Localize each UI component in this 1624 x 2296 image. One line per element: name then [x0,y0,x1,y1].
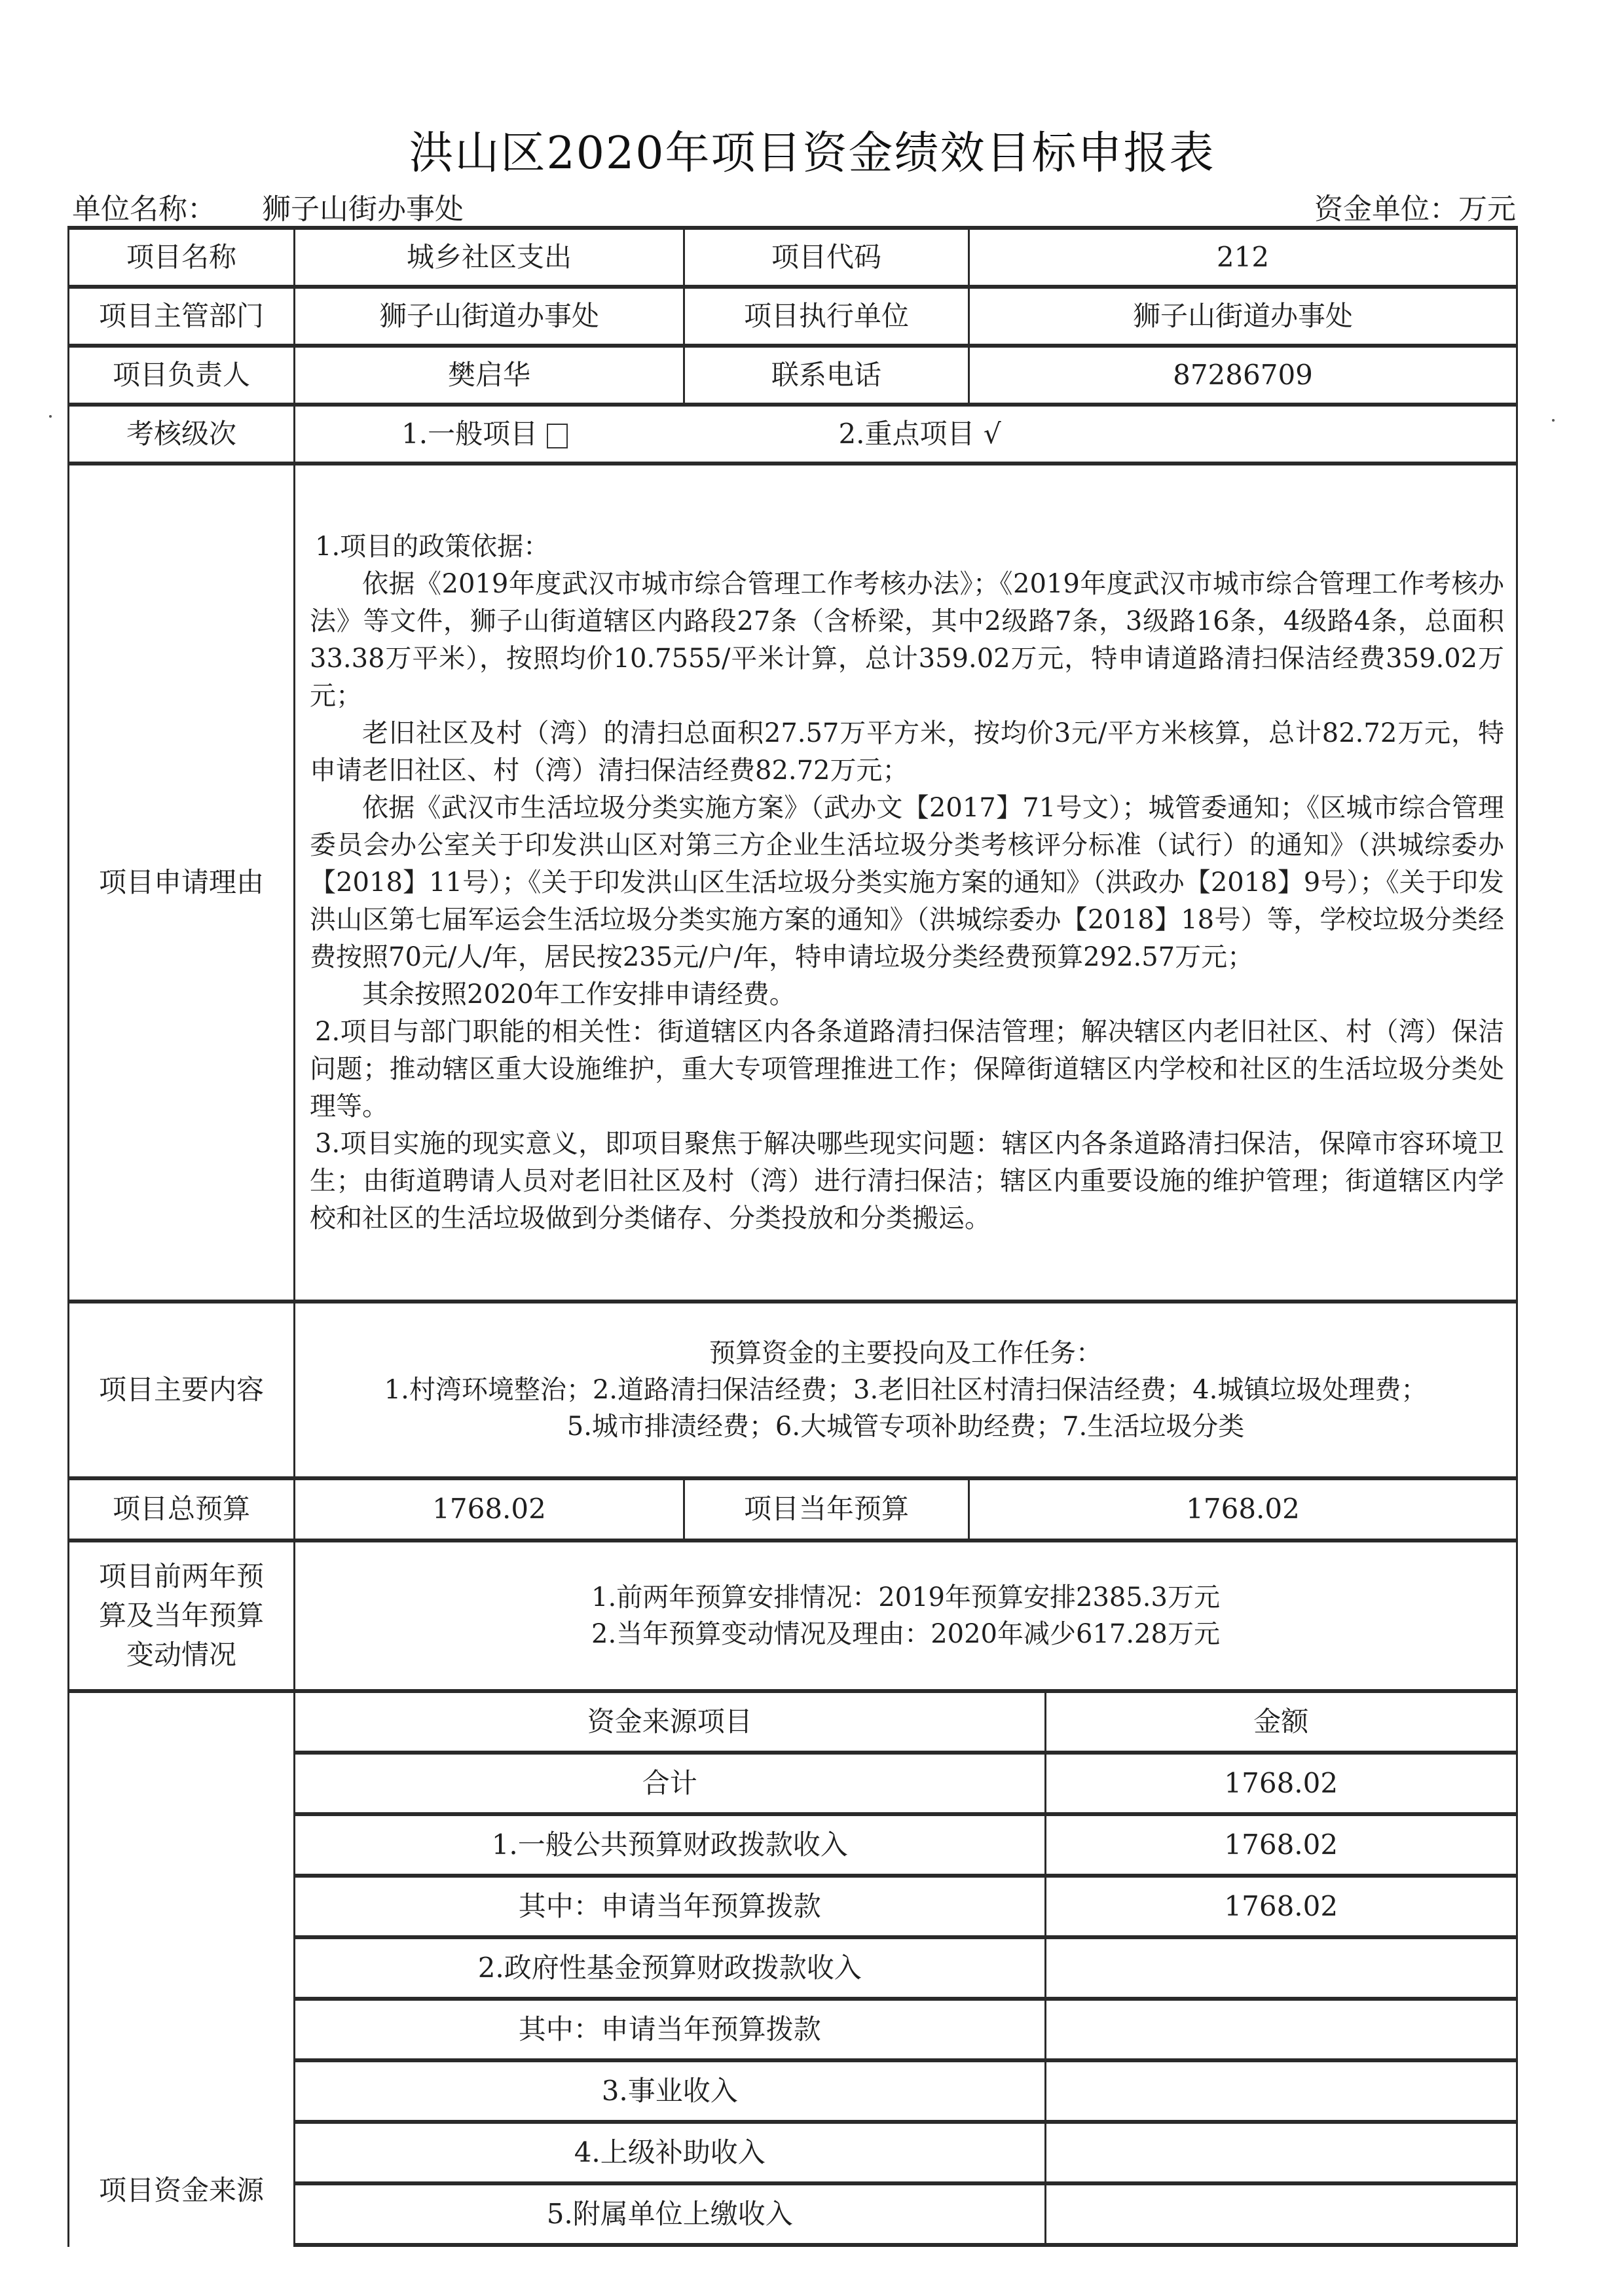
fund-unit: 资金单位：万元 [1314,192,1516,226]
exec-unit-value: 狮子山街道办事处 [969,287,1517,346]
funding-item: 其中：申请当年预算拨款 [295,1999,1045,2060]
level-option-general[interactable] [401,417,568,452]
row-project-name [69,228,1517,287]
funding-col-item: 资金来源项目 [295,1693,1045,1753]
row-leader [69,346,1517,405]
leader-label: 项目负责人 [69,346,295,405]
budget-change-label-line: 算及当年预算 [98,1599,264,1631]
performance-form-table [67,226,1518,2247]
reason-paragraph: 依据《武汉市生活垃圾分类实施方案》（武办文【2017】71号文）；城管委通知；《区城市综合管理委员会办公室关于印发洪山区对第三方企业生活垃圾分类考核评分标准（试行）的通知》（洪城综委办【2018】11号）；《关于印发洪山区生活垃圾分类实施方案的通知》（洪政办【2018】9号）；《关于印发洪山区第七届军运会生活垃圾分类实施方案的通知》（洪城综委办【2018】18号）等，学校垃圾分类经费按照70元/人/年，居民按235元/户/年，特申请垃圾分类经费预算292.57万元； [310,792,1504,972]
scan-speck [49,415,52,418]
unit-name-label: 单位名称： [72,192,216,226]
funding-row [295,2060,1516,2122]
funding-item: 4.上级补助收入 [295,2122,1045,2183]
funding-item: 其中：申请当年预算拨款 [295,1876,1045,1937]
current-budget-label: 项目当年预算 [684,1478,969,1540]
main-content-line: 5.城市排渍经费；6.大城管专项补助经费；7.生活垃圾分类 [566,1412,1245,1442]
funding-row [295,1999,1516,2060]
project-code-label: 项目代码 [684,228,969,287]
main-content-heading: 预算资金的主要投向及工作任务： [709,1338,1102,1368]
total-budget-label: 项目总预算 [69,1478,295,1540]
reason-label: 项目申请理由 [69,464,295,1302]
reason-paragraph: 老旧社区及村（湾）的清扫总面积27.57万平方米，按均价3元/平方米核算，总计82.72万元，特申请老旧社区、村（湾）清扫保洁经费82.72万元； [310,718,1504,786]
level-options [295,405,1517,464]
unit-name-value: 狮子山街办事处 [262,192,464,226]
main-content-label: 项目主要内容 [69,1302,295,1478]
main-content-line: 1.村湾环境整治；2.道路清扫保洁经费；3.老旧社区村清扫保洁经费；4.城镇垃圾处理费； [384,1375,1428,1405]
funding-amount [1045,1937,1516,1999]
row-budget [69,1478,1517,1540]
funding-item: 1.一般公共预算财政拨款收入 [295,1814,1045,1876]
funding-row [295,1876,1516,1937]
funding-source-table-cell [295,1691,1517,2247]
total-budget-value: 1768.02 [295,1478,684,1540]
funding-amount [1045,1999,1516,2060]
reason-paragraph: 依据《2019年度武汉市城市综合管理工作考核办法》；《2019年度武汉市城市综合管理工作考核办法》等文件，狮子山街道辖区内路段27条（含桥梁，其中2级路7条，3级路16条，4级路4条，总面积33.38万平米），按照均价10.7555/平米计算，总计359.02万元，特申请道路清扫保洁经费359.02万元； [310,568,1504,711]
reason-paragraph: 3.项目实施的现实意义，即项目聚焦于解决哪些现实问题：辖区内各条道路清扫保洁，保障市容环境卫生；由街道聘请人员对老旧社区及村（湾）进行清扫保洁；辖区内重要设施的维护管理；街道辖区内学校和社区的生活垃圾做到分类储存、分类投放和分类搬运。 [310,1128,1504,1233]
budget-change-line: 1.前两年预算安排情况：2019年预算安排2385.3万元 [591,1582,1220,1613]
funding-item: 合计 [295,1753,1045,1814]
leader-value: 樊启华 [295,346,684,405]
funding-item: 3.事业收入 [295,2060,1045,2122]
reason-paragraph: 2.项目与部门职能的相关性：街道辖区内各条道路清扫保洁管理；解决辖区内老旧社区、村（湾）保洁问题；推动辖区重大设施维护，重大专项管理推进工作；保障街道辖区内学校和社区的生活垃圾分类处理等。 [310,1016,1504,1121]
funding-amount: 1768.02 [1045,1753,1516,1814]
funding-col-amount: 金额 [1045,1693,1516,1753]
row-department [69,287,1517,346]
phone-value: 87286709 [969,346,1517,405]
reason-content [295,464,1517,1302]
funding-row [295,1753,1516,1814]
funding-amount [1045,2060,1516,2122]
project-name-value: 城乡社区支出 [295,228,684,287]
funding-amount: 1768.02 [1045,1876,1516,1937]
row-main-content [69,1302,1517,1478]
budget-change-label-line: 变动情况 [126,1639,236,1671]
scan-speck [1552,419,1555,422]
level-option-key-label: 2.重点项目 [838,417,975,450]
project-name-label: 项目名称 [69,228,295,287]
level-option-general-label: 1.一般项目 [401,417,538,450]
current-budget-value: 1768.02 [969,1478,1517,1540]
funding-row [295,1937,1516,1999]
budget-change-label [69,1540,295,1691]
unit-name [72,185,464,227]
level-label: 考核级次 [69,405,295,464]
budget-change-label-line: 项目前两年预 [98,1560,264,1592]
exec-unit-label: 项目执行单位 [684,287,969,346]
budget-change-value [295,1540,1517,1691]
funding-source-label: 项目资金来源 [69,1691,295,2247]
row-assessment-level [69,405,1517,464]
funding-row [295,2122,1516,2183]
row-budget-change [69,1540,1517,1691]
funding-item: 2.政府性基金预算财政拨款收入 [295,1937,1045,1999]
funding-row [295,1814,1516,1876]
funding-header-row [295,1693,1516,1753]
dept-value: 狮子山街道办事处 [295,287,684,346]
funding-amount: 1768.02 [1045,1814,1516,1876]
dept-label: 项目主管部门 [69,287,295,346]
funding-source-table [295,1693,1516,2247]
row-funding-source [69,1691,1517,2247]
main-content-value [295,1302,1517,1478]
budget-change-line: 2.当年预算变动情况及理由：2020年减少617.28万元 [591,1619,1220,1649]
checkbox-empty-icon[interactable] [547,424,568,448]
funding-amount [1045,2122,1516,2183]
funding-amount [1045,2183,1516,2245]
project-code-value: 212 [969,228,1517,287]
level-option-key[interactable] [838,417,1001,452]
row-application-reason [69,464,1517,1302]
reason-paragraph: 1.项目的政策依据： [315,531,550,562]
checkmark-icon: √ [983,417,1001,450]
phone-label: 联系电话 [684,346,969,405]
funding-row [295,2183,1516,2245]
document-title: 洪山区2020年项目资金绩效目标申报表 [409,128,1215,179]
funding-item: 5.附属单位上缴收入 [295,2183,1045,2245]
reason-paragraph: 其余按照2020年工作安排申请经费。 [362,979,796,1010]
